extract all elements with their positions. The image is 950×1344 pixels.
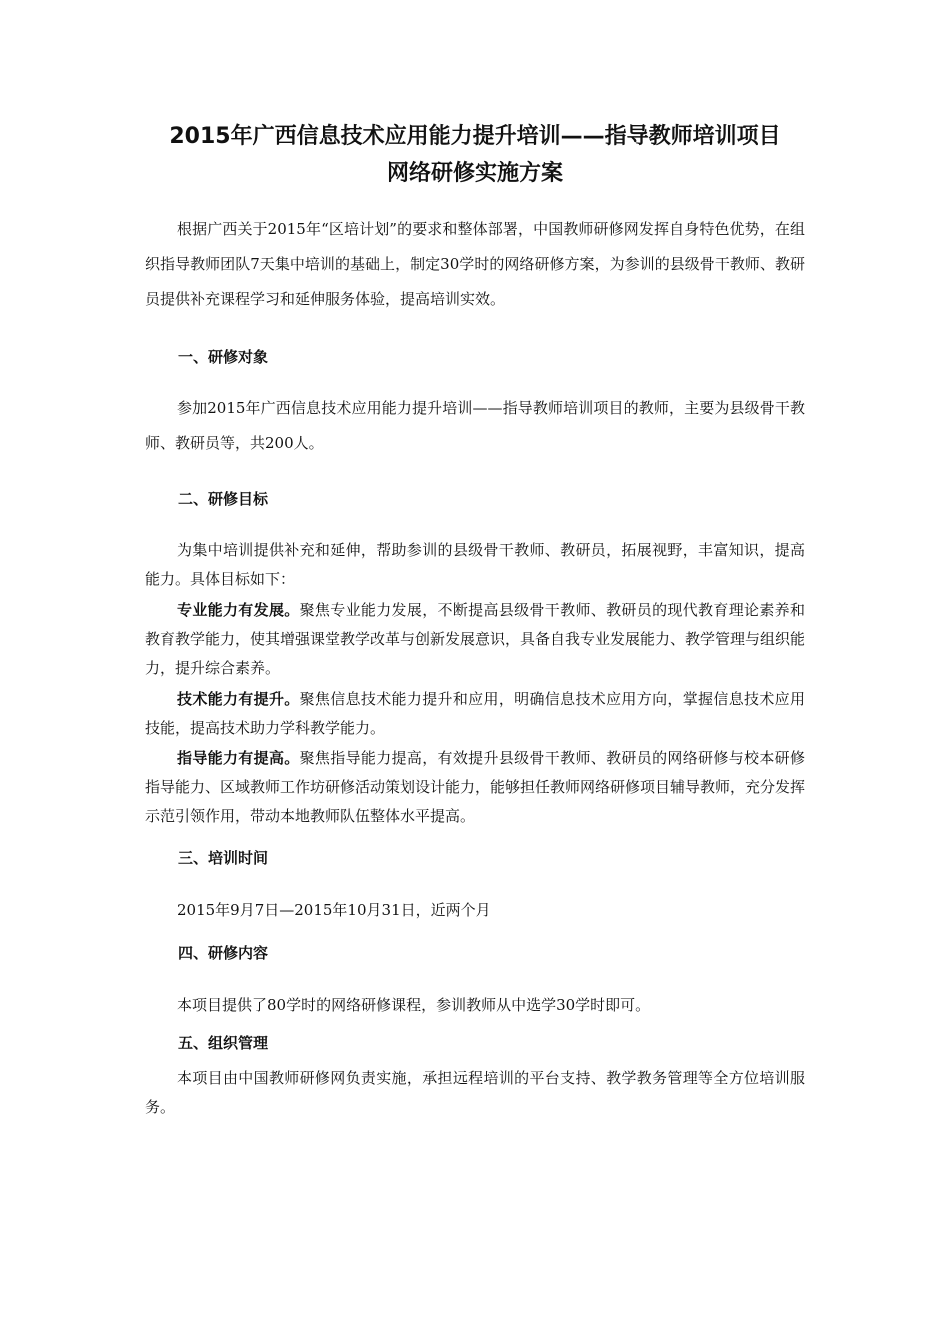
section-heading-targets: 一、研修对象	[178, 348, 269, 366]
section-body-goals: 为集中培训提供补充和延伸，帮助参训的县级骨干教师、教研员，拓展视野，丰富知识，提高能力。具体目标如下：	[145, 541, 805, 588]
goal-paragraph-professional	[145, 596, 805, 683]
section-heading-goals: 二、研修目标	[178, 490, 269, 508]
section-body-management: 本项目由中国教师研修网负责实施，承担远程培训的平台支持、教学教务管理等全方位培训服务。	[145, 1069, 805, 1116]
goal-lead-professional: 专业能力有发展。	[177, 601, 300, 619]
section-heading-management: 五、组织管理	[178, 1034, 269, 1052]
section-body-time: 2015年9月7日—2015年10月31日，近两个月	[177, 901, 491, 919]
goal-paragraph-guidance	[145, 744, 805, 831]
goal-text-guidance: 聚焦指导能力提高，有效提升县级骨干教师、教研员的网络研修与校本研修指导能力、区域教师工作坊研修活动策划设计能力，能够担任教师网络研修项目辅导教师，充分发挥示范引领作用，带动本地教师队伍整体水平提高。	[145, 749, 806, 825]
section-heading-content: 四、研修内容	[178, 944, 269, 962]
intro-paragraph: 根据广西关于2015年“区培计划”的要求和整体部署，中国教师研修网发挥自身特色优势，在组织指导教师团队7天集中培训的基础上，制定30学时的网络研修方案，为参训的县级骨干教师、教研员提供补充课程学习和延伸服务体验，提高培训实效。	[145, 220, 805, 308]
goal-paragraph-technical	[145, 685, 805, 743]
goal-lead-guidance: 指导能力有提高。	[177, 749, 300, 767]
section-heading-time: 三、培训时间	[178, 849, 269, 867]
section-body-content: 本项目提供了80学时的网络研修课程，参训教师从中选学30学时即可。	[177, 996, 651, 1014]
document-title-line-1: 2015年广西信息技术应用能力提升培训——指导教师培训项目	[169, 124, 781, 149]
document-title-line-2: 网络研修实施方案	[386, 161, 563, 186]
goal-text-professional: 聚焦专业能力发展，不断提高县级骨干教师、教研员的现代教育理论素养和教育教学能力，使其增强课堂教学改革与创新发展意识，具备自我专业发展能力、教学管理与组织能力，提升综合素养。	[145, 601, 806, 677]
section-body-targets: 参加2015年广西信息技术应用能力提升培训——指导教师培训项目的教师，主要为县级骨干教师、教研员等，共200人。	[145, 399, 805, 452]
goal-lead-technical: 技术能力有提升。	[177, 690, 300, 708]
goal-text-technical: 聚焦信息技术能力提升和应用，明确信息技术应用方向，掌握信息技术应用技能，提高技术助力学科教学能力。	[145, 690, 805, 737]
